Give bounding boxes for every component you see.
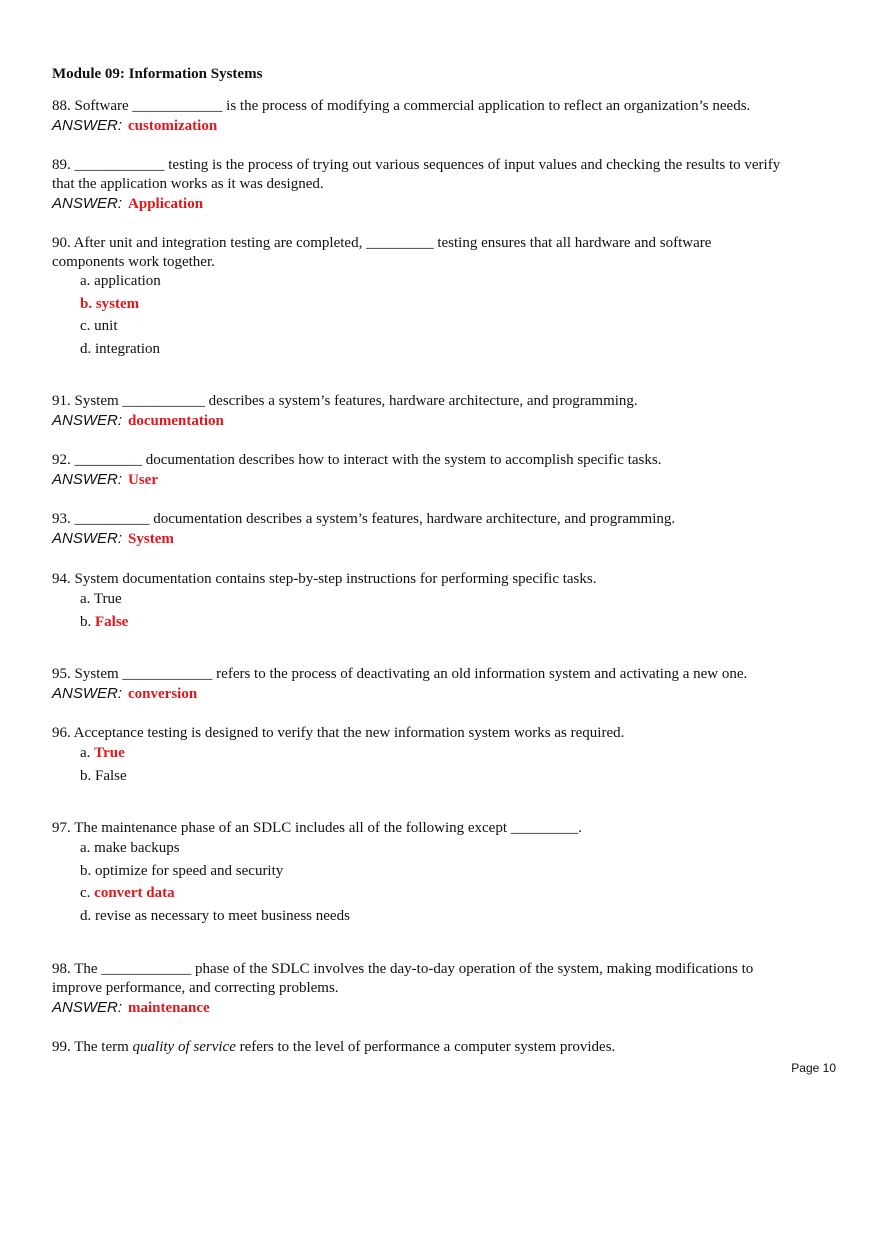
option-a: a. True — [80, 591, 122, 607]
question-90-line-2: components work together. — [52, 254, 215, 270]
question-97 — [52, 819, 832, 838]
answer-value: conversion — [128, 686, 198, 702]
option-b: b. False — [80, 767, 127, 784]
question-95-text: 95. System ____________ refers to the process of deactivating an old information system and activating a new one. — [52, 666, 748, 682]
answer-label: ANSWER: — [52, 471, 123, 488]
option-b-correct: b. system — [80, 295, 140, 312]
question-96-options — [80, 742, 127, 787]
question-97-options — [80, 837, 350, 927]
question-90-options — [80, 270, 161, 360]
answer-label: ANSWER: — [52, 999, 123, 1016]
question-91-answer — [52, 411, 832, 431]
question-92-answer — [52, 470, 832, 490]
question-88-text: 88. Software ____________ is the process of modifying a commercial application to reflect an organization’s needs. — [52, 98, 751, 114]
option-c: c. unit — [80, 318, 118, 334]
answer-value: Application — [128, 196, 204, 212]
answer-value: customization — [128, 118, 218, 134]
answer-label: ANSWER: — [52, 195, 123, 212]
option-b-correct — [80, 611, 128, 634]
page-title: Module 09: Information Systems — [52, 66, 263, 82]
option-a: a. make backups — [80, 840, 180, 856]
option-letter: b. — [80, 613, 92, 630]
question-89 — [52, 156, 832, 214]
option-b: b. optimize for speed and security — [80, 862, 284, 879]
question-95-answer — [52, 684, 832, 704]
question-95 — [52, 665, 832, 704]
question-99-text — [52, 1038, 832, 1057]
question-94-options — [80, 588, 128, 633]
option-letter: a. — [80, 745, 91, 761]
question-88-answer — [52, 116, 832, 136]
answer-label: ANSWER: — [52, 117, 123, 134]
option-value: False — [95, 613, 129, 630]
answer-value: User — [128, 472, 159, 488]
question-98-answer — [52, 998, 832, 1018]
question-88 — [52, 97, 832, 136]
page-number: Page 10 — [791, 1061, 836, 1075]
question-90-line-1: 90. After unit and integration testing are completed, _________ testing ensures that all hardware and software — [52, 235, 712, 251]
question-89-line-2: that the application works as it was designed. — [52, 176, 324, 192]
option-d: d. integration — [80, 340, 160, 357]
question-93 — [52, 510, 832, 549]
question-94 — [52, 570, 832, 589]
question-92 — [52, 451, 832, 490]
question-93-text: 93. __________ documentation describes a system’s features, hardware architecture, and programming. — [52, 511, 676, 527]
option-value: True — [94, 745, 125, 761]
question-90 — [52, 234, 832, 272]
question-91 — [52, 392, 832, 431]
question-89-line-1: 89. ____________ testing is the process of trying out various sequences of input values and checking the results to verify — [52, 157, 781, 173]
question-97-text: 97. The maintenance phase of an SDLC includes all of the following except _________. — [52, 820, 583, 836]
question-98-line-1: 98. The ____________ phase of the SDLC involves the day-to-day operation of the system, making modifications to — [52, 961, 754, 977]
question-98 — [52, 960, 832, 1018]
question-92-text: 92. _________ documentation describes how to interact with the system to accomplish specific tasks. — [52, 452, 662, 468]
answer-label: ANSWER: — [52, 412, 123, 429]
option-c-correct — [80, 882, 350, 905]
option-letter: c. — [80, 885, 91, 901]
question-99-italic-term: quality of service — [132, 1039, 236, 1055]
question-99-suffix: refers to the level of performance a computer system provides. — [239, 1039, 616, 1055]
option-a-correct — [80, 742, 127, 765]
question-98-line-2: improve performance, and correcting problems. — [52, 980, 339, 996]
option-d: d. revise as necessary to meet business needs — [80, 907, 350, 924]
answer-label: ANSWER: — [52, 530, 123, 547]
question-91-text: 91. System ___________ describes a system’s features, hardware architecture, and programming. — [52, 393, 638, 409]
answer-value: maintenance — [128, 1000, 210, 1016]
question-96 — [52, 724, 832, 743]
answer-value: documentation — [128, 413, 224, 429]
question-96-text: 96. Acceptance testing is designed to verify that the new information system works as required. — [52, 725, 625, 741]
question-89-answer — [52, 194, 832, 214]
question-93-answer — [52, 529, 832, 549]
question-99 — [52, 1038, 832, 1057]
answer-value: System — [128, 531, 174, 547]
question-94-text: 94. System documentation contains step-by-step instructions for performing specific tasks. — [52, 571, 597, 587]
option-a: a. application — [80, 273, 161, 289]
question-99-prefix: 99. The term — [52, 1039, 129, 1055]
option-value: convert data — [94, 885, 175, 901]
answer-label: ANSWER: — [52, 685, 123, 702]
